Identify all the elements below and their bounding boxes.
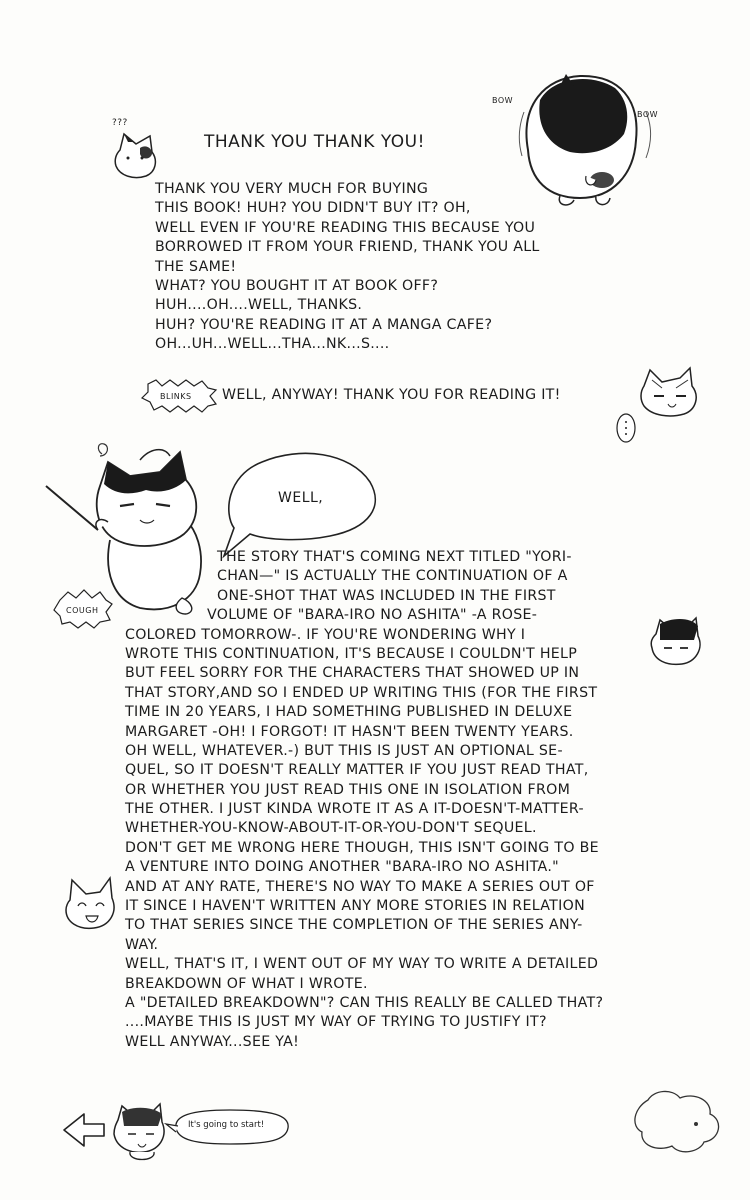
story-line: VOLUME OF "BARA-IRO NO ASHITA" -A ROSE-	[207, 607, 538, 624]
bow-sfx-left: BOW	[492, 96, 514, 105]
story-line: BREAKDOWN OF WHAT I WROTE.	[125, 975, 368, 992]
story-line: THE OTHER. I JUST KINDA WROTE IT AS A IT-DOESN'T-MATTER-	[125, 801, 584, 818]
intro-line: THANK YOU VERY MUCH FOR BUYING	[155, 181, 429, 197]
story-line: ....MAYBE THIS IS JUST MY WAY OF TRYING TO JUSTIFY IT?	[125, 1014, 547, 1031]
story-line: THE STORY THAT'S COMING NEXT TITLED "YORI-	[217, 549, 572, 565]
story-line: WELL, THAT'S IT, I WENT OUT OF MY WAY TO WRITE A DETAILED	[125, 956, 599, 973]
intro-line: THE SAME!	[155, 258, 237, 275]
story-line: THAT STORY,AND SO I ENDED UP WRITING THIS (FOR THE FIRST	[125, 684, 598, 701]
story-line: AND AT ANY RATE, THERE'S NO WAY TO MAKE A SERIES OUT OF	[125, 878, 595, 895]
intro-line: HUH? YOU'RE READING IT AT A MANGA CAFE?	[155, 316, 493, 333]
well-speech-text: WELL,	[278, 490, 324, 506]
story-line: BUT FEEL SORRY FOR THE CHARACTERS THAT SHOWED UP IN	[125, 665, 580, 682]
story-line: DON'T GET ME WRONG HERE THOUGH, THIS ISN'T GOING TO BE	[125, 839, 599, 856]
story-line: QUEL, SO IT DOESN'T REALLY MATTER IF YOU JUST READ THAT,	[125, 762, 589, 779]
cough-sfx: COUGH	[66, 606, 99, 615]
footer-bubble-text: It's going to start!	[188, 1120, 265, 1130]
story-line: TIME IN 20 YEARS, I HAD SOMETHING PUBLISHED IN DELUXE	[125, 704, 573, 721]
story-line: IT SINCE I HAVEN'T WRITTEN ANY MORE STORIES IN RELATION	[125, 898, 585, 915]
blinks-sfx: BLINKS	[160, 392, 192, 401]
intro-line: BORROWED IT FROM YOUR FRIEND, THANK YOU ALL	[155, 239, 540, 256]
intro-line: THIS BOOK! HUH? YOU DIDN'T BUY IT? OH,	[155, 200, 471, 217]
story-line: A "DETAILED BREAKDOWN"? CAN THIS REALLY BE CALLED THAT?	[125, 994, 604, 1011]
bow-sfx-right: BOW	[637, 110, 659, 119]
story-line: WELL ANYWAY...SEE YA!	[125, 1033, 300, 1050]
intro-line: WHAT? YOU BOUGHT IT AT BOOK OFF?	[155, 277, 439, 294]
page-title: THANK YOU THANK YOU!	[204, 132, 425, 152]
story-line: MARGARET -OH! I FORGOT! IT HASN'T BEEN TWENTY YEARS.	[125, 723, 574, 740]
story-line: WROTE THIS CONTINUATION, IT'S BECAUSE I COULDN'T HELP	[125, 645, 578, 662]
story-line: ONE-SHOT THAT WAS INCLUDED IN THE FIRST	[217, 587, 556, 604]
story-line: OH WELL, WHATEVER.-) BUT THIS IS JUST AN OPTIONAL SE-	[125, 742, 563, 759]
intro-line: WELL EVEN IF YOU'RE READING THIS BECAUSE YOU	[155, 219, 536, 236]
intro-line: HUH....OH....WELL, THANKS.	[155, 297, 363, 314]
story-line: CHAN—" IS ACTUALLY THE CONTINUATION OF A	[217, 568, 568, 585]
story-line: WHETHER-YOU-KNOW-ABOUT-IT-OR-YOU-DON'T SEQUEL.	[125, 820, 537, 837]
story-line: OR WHETHER YOU JUST READ THIS ONE IN ISOLATION FROM	[125, 781, 571, 798]
story-line: COLORED TOMORROW-. IF YOU'RE WONDERING WHY I	[125, 626, 526, 643]
story-line: WAY.	[125, 936, 159, 953]
intro-line: OH...UH...WELL...THA...NK...S....	[155, 336, 390, 353]
story-line: A VENTURE INTO DOING ANOTHER "BARA-IRO NO ASHITA."	[125, 859, 559, 876]
anyway-thank-you-line: WELL, ANYWAY! THANK YOU FOR READING IT!	[222, 387, 561, 403]
question-marks-sfx: ???	[112, 118, 128, 128]
story-line: TO THAT SERIES SINCE THE COMPLETION OF THE SERIES ANY-	[125, 917, 583, 934]
